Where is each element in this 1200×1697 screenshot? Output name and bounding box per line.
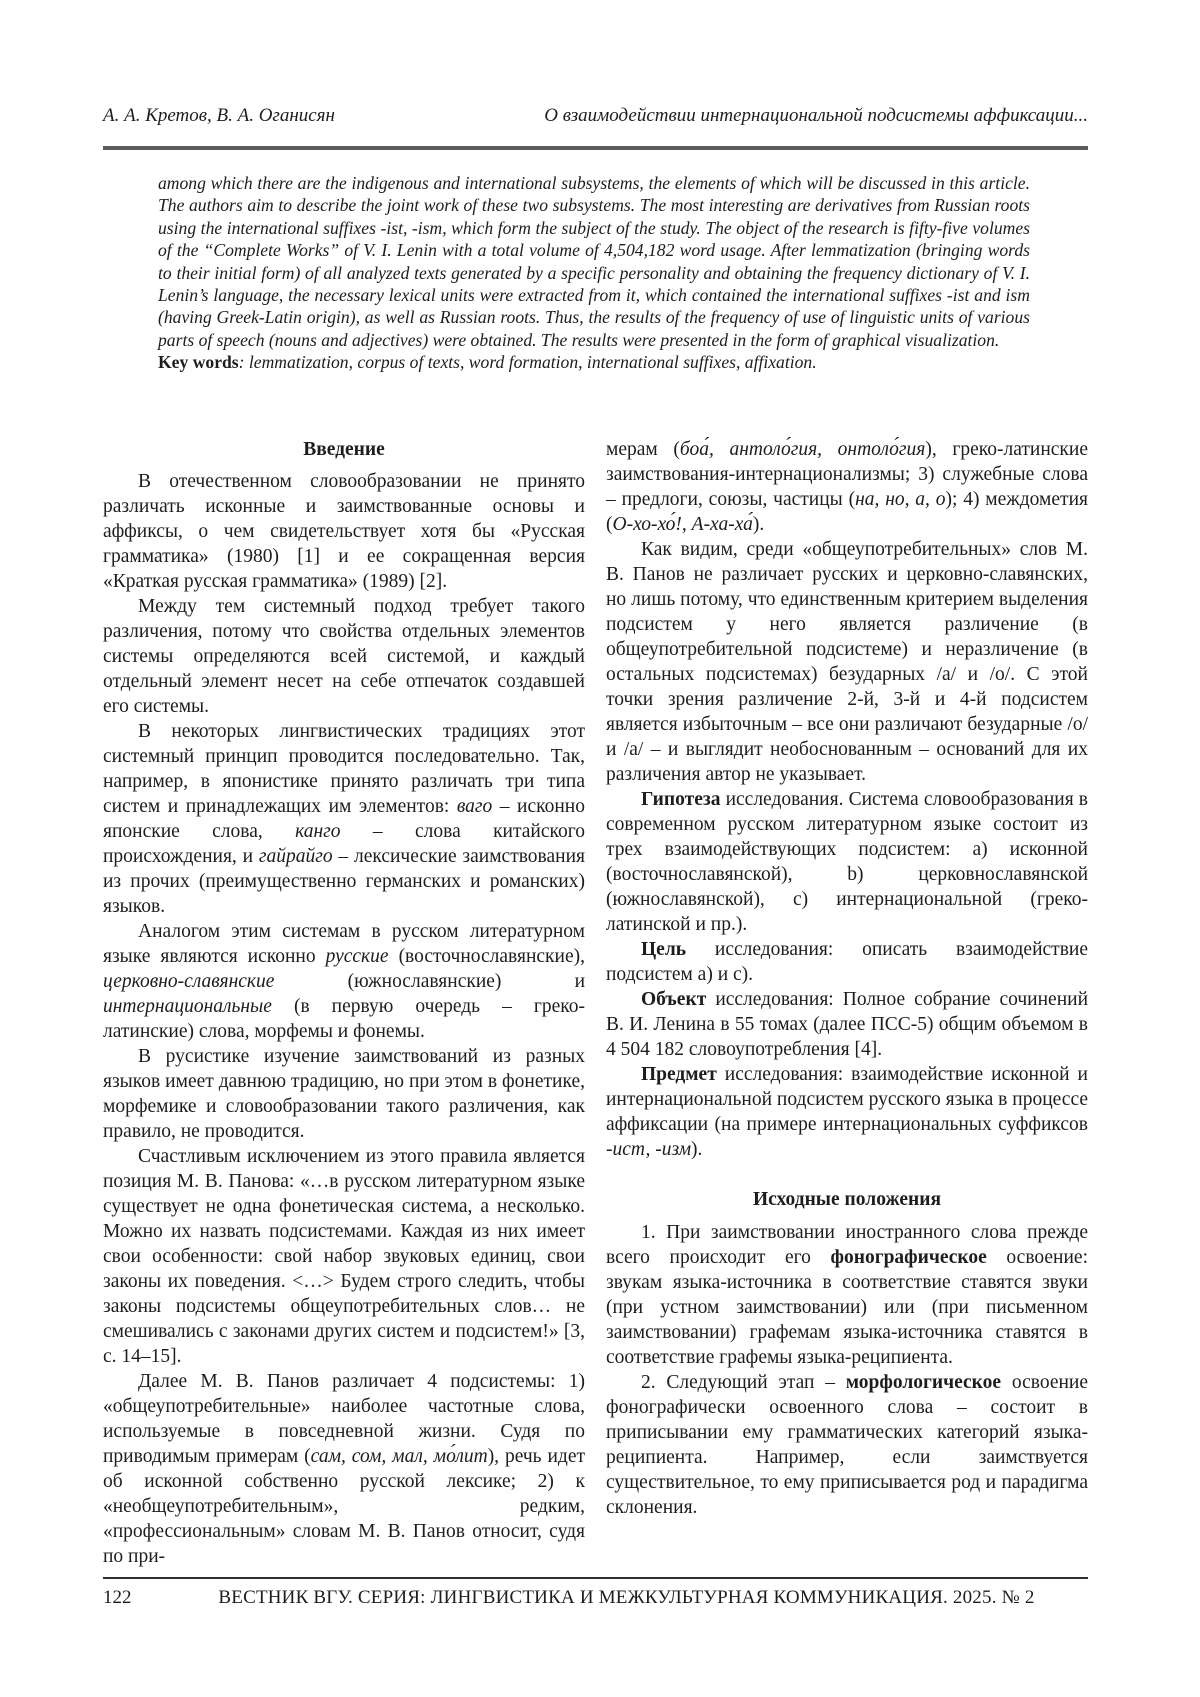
header-rule bbox=[103, 146, 1088, 150]
paragraph: В отечественном словообразовании не принято различать исконные и заимствованные основы и аффиксы, о чем свидетельствует хотя бы «Русская грамматика» (1980) [1] и ее сокращенная версия «Краткая русская грамматика» (1989) [2]. bbox=[103, 471, 585, 592]
italic-run: гайрайго bbox=[258, 846, 333, 867]
paragraph: В некоторых лингвистических традициях этот системный принцип проводится последовательно. Так, например, в японистике принято различать три типа систем и принадлежащих им элементов: ваго – исконно японские слова, канго – слова китайского происхождения, и гайрайго – лексические заимствования из прочих (преимущественно германских и романских) языков. bbox=[103, 721, 585, 917]
italic-run: -ист, -изм bbox=[606, 1139, 692, 1160]
italic-run: ваго bbox=[456, 796, 493, 817]
paragraph: 1. При заимствовании иностранного слова прежде всего происходит его фонографическое освоение: звукам языка-источника в соответствие ставятся звуки (при устном заимствовании) или (при письменном заимствовании) графемам языка-источника ставятся в соответствие графемы языка-реципиента. bbox=[606, 1222, 1088, 1368]
italic-run: русские bbox=[325, 946, 389, 967]
bold-run: Предмет bbox=[641, 1064, 717, 1085]
keywords-label: Key words bbox=[158, 352, 239, 373]
paragraph: Счастливым исключением из этого правила является позиция М. В. Панова: «…в русском литературном языке существует не одна фонетическая система, а несколько. Можно их назвать подсистемами. Каждая из них имеет свои особенности: свой набор звуковых единиц, свои законы их поведения. <…> Будем строго следить, чтобы законы подсистемы общеупотребительных слов… не смешивались с законами других систем и подсистем!» [3, с. 14–15]. bbox=[103, 1146, 585, 1367]
journal-title: ВЕСТНИК ВГУ. СЕРИЯ: ЛИНГВИСТИКА И МЕЖКУЛЬТУРНАЯ КОММУНИКАЦИЯ. 2025. № 2 bbox=[218, 1587, 1035, 1608]
abstract-text: among which there are the indigenous and international subsystems, the elements of which will be discussed in this article. The authors aim to describe the joint work of these two subsystems. The most interesting are derivatives from Russian roots using the international suffixes -ist, -ism, which form the subject of the study. The object of the research is fifty-five volumes of the “Complete Works” of V. I. Lenin with a total volume of 4,504,182 word usage. After lemmatization (bringing words to their initial form) of all analyzed texts generated by a specific personality and obtaining the frequency dictionary of V. I. Lenin’s language, the necessary lexical units were extracted from it, which contained the international suffixes -ist and ism (having Greek-Latin origin), as well as Russian roots. Thus, the results of the frequency of use of linguistic units of various parts of speech (nouns and adjectives) were obtained. The results were presented in the form of graphical visualization. bbox=[158, 173, 1030, 350]
page-header bbox=[103, 105, 1088, 127]
header-authors: А. А. Кретов, В. А. Оганисян bbox=[103, 105, 335, 126]
footer-rule bbox=[103, 1577, 1088, 1579]
header-running-title: О взаимодействии интернациональной подсистемы аффиксации... bbox=[544, 105, 1088, 126]
left-column bbox=[103, 437, 585, 1569]
paragraph: Далее М. В. Панов различает 4 подсистемы: 1) «общеупотребительные» наиболее частотные слова, используемые в повседневной жизни. Судя по приводимым примерам (сам, сом, мал, мо́лит), речь идет об исконной собственно русской лексике; 2) к «необщеупотребительным», редким, «профессиональным» словам М. В. Панов относит, судя по при- bbox=[103, 1371, 585, 1567]
bold-run: Объект bbox=[641, 989, 707, 1010]
italic-run: О-хо-хо́!, А-ха-ха́ bbox=[612, 514, 753, 535]
italic-run: канго bbox=[295, 821, 341, 842]
paragraph: 2. Следующий этап – морфологическое освоение фонографически освоенного слова – состоит в приписывании ему грамматических категорий языка-реципиента. Например, если заимствуется существительное, то ему приписывается род и парадигма склонения. bbox=[606, 1372, 1088, 1518]
paragraph: мерам (боа́, антоло́гия, онтоло́гия), греко-латинские заимствования-интернационализмы; 3) служебные слова – предлоги, союзы, частицы (на, но, а, о); 4) междометия (О-хо-хо́!, А-ха-ха́). bbox=[606, 439, 1089, 535]
body-columns bbox=[103, 437, 1088, 1569]
page-number: 122 bbox=[103, 1587, 132, 1608]
bold-run: фонографическое bbox=[830, 1247, 987, 1268]
paragraph: Гипотеза исследования. Система словообразования в современном русском литературном языке состоит из трех взаимодействующих подсистем: а) исконной (восточнославянской), b) церковнославянской (южнославянской), c) интернациональной (греко-латинской и пр.). bbox=[606, 789, 1088, 935]
italic-run: интернациональные bbox=[103, 996, 272, 1017]
keywords-line bbox=[158, 351, 1030, 373]
paragraph: Цель исследования: описать взаимодействие подсистем а) и с). bbox=[606, 939, 1088, 985]
italic-run: сам, сом, мал, мо́лит bbox=[310, 1446, 488, 1467]
italic-run: на, но, а, о bbox=[855, 489, 946, 510]
bold-run: Гипотеза bbox=[641, 789, 721, 810]
keywords-text: : lemmatization, corpus of texts, word formation, international suffixes, affixation. bbox=[238, 352, 817, 373]
bold-run: Цель bbox=[641, 939, 687, 960]
section-heading: Исходные положения bbox=[752, 1189, 942, 1210]
bold-run: морфологическое bbox=[845, 1372, 1002, 1393]
section-heading: Введение bbox=[303, 439, 385, 460]
paragraph: В русистике изучение заимствований из разных языков имеет давнюю традицию, но при этом в фонетике, морфемике и словообразовании такого различения, как правило, не проводится. bbox=[103, 1046, 585, 1142]
italic-run: церковно-славянские bbox=[103, 971, 275, 992]
paragraph: Предмет исследования: взаимодействие исконной и интернациональной подсистем русского языка в процессе аффиксации (на примере интернациональных суффиксов -ист, -изм). bbox=[606, 1064, 1088, 1160]
right-column bbox=[606, 437, 1088, 1569]
page-footer bbox=[103, 1586, 1088, 1610]
paragraph: Как видим, среди «общеупотребительных» слов М. В. Панов не различает русских и церковно-славянских, но лишь потому, что единственным критерием выделения подсистем у него является различение (в общеупотребительной подсистеме) и неразличение (в остальных подсистемах) безударных /а/ и /о/. С этой точки зрения различение 2-й, 3-й и 4-й подсистем является избыточным – все они различают безударные /о/ и /а/ – и выглядит необоснованным – оснований для их различения автор не указывает. bbox=[606, 539, 1088, 785]
italic-run: боа́, антоло́гия, онтоло́гия bbox=[679, 439, 926, 460]
paragraph: Между тем системный подход требует такого различения, потому что свойства отдельных элементов системы определяются всей системой, и каждый отдельный элемент несет на себе отпечаток создавшей его системы. bbox=[103, 596, 585, 717]
paragraph: Объект исследования: Полное собрание сочинений В. И. Ленина в 55 томах (далее ПСС-5) общим объемом в 4 504 182 словоупотребления [4]. bbox=[606, 989, 1088, 1060]
paragraph: Аналогом этим системам в русском литературном языке являются исконно русские (восточнославянские), церковно-славянские (южнославянские) и интернациональные (в первую очередь – греко-латинские) слова, морфемы и фонемы. bbox=[103, 921, 585, 1042]
abstract bbox=[158, 172, 1030, 374]
